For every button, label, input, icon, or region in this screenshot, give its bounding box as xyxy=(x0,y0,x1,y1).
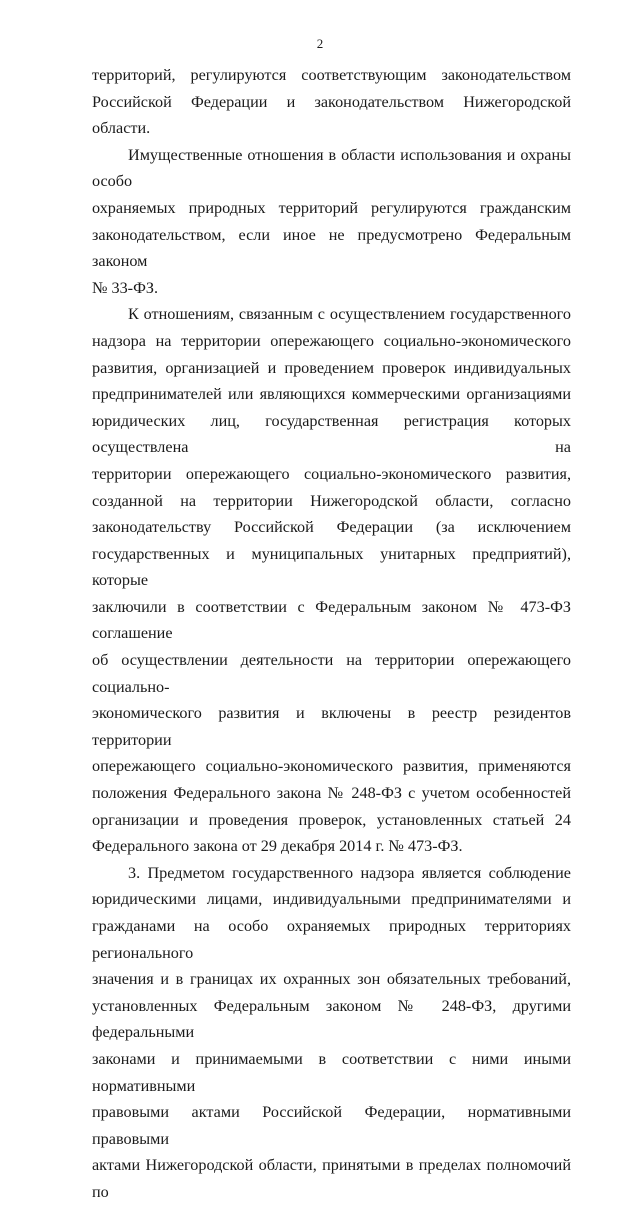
text-line: Имущественные отношения в области использования и охраны особо xyxy=(92,145,571,191)
text-line: предпринимателей или являющихся коммерческими организациями xyxy=(92,385,571,404)
text-line: гражданами на особо охраняемых природных территориях регионального xyxy=(92,917,571,962)
text-line: № 33-ФЗ. xyxy=(92,278,159,297)
text-line: значения и в границах их охранных зон обязательных требований, xyxy=(92,970,571,989)
text-line: организации и проведения проверок, установленных статьей 24 xyxy=(92,810,571,829)
text-line: положения Федерального закона № 248-ФЗ с учетом особенностей xyxy=(92,784,571,803)
text-line: об осуществлении деятельности на территории опережающего социально- xyxy=(92,651,571,696)
text-line: Российской Федерации и законодательством Нижегородской области. xyxy=(92,92,571,138)
text-line: охраняемых природных территорий регулируются гражданским xyxy=(92,198,571,217)
text-line: законодательству Российской Федерации (за исключением xyxy=(92,518,571,537)
text-line: надзора на территории опережающего социально-экономического xyxy=(92,331,571,350)
paragraph-3 xyxy=(92,301,571,859)
text-line: Федерального закона от 29 декабря 2014 г. № 473-ФЗ. xyxy=(92,837,463,856)
text-line: заключили в соответствии с Федеральным законом № 473-ФЗ соглашение xyxy=(92,597,571,643)
text-line: установленных Федеральным законом № 248-ФЗ, другими федеральными xyxy=(92,996,571,1042)
text-line: развития, организацией и проведением проверок индивидуальных xyxy=(92,358,571,377)
text-line: К отношениям, связанным с осуществлением государственного xyxy=(128,305,571,324)
page-number: 2 xyxy=(316,36,324,51)
text-line: законодательством, если иное не предусмотрено Федеральным законом xyxy=(92,225,571,271)
paragraph-4 xyxy=(92,860,571,1206)
paragraph-1 xyxy=(92,62,571,142)
text-line: территории опережающего социально-экономического развития, xyxy=(92,464,571,483)
text-line: юридическими лицами, индивидуальными предпринимателями и xyxy=(92,890,571,909)
text-line: территорий, регулируются соответствующим законодательством xyxy=(92,66,571,84)
text-line: юридических лиц, государственная регистрация которых осуществлена на xyxy=(92,411,571,457)
text-line: 3. Предметом государственного надзора является соблюдение xyxy=(128,863,571,882)
text-line: экономического развития и включены в реестр резидентов территории xyxy=(92,704,571,749)
text-line: государственных и муниципальных унитарных предприятий), которые xyxy=(92,544,571,590)
text-line: правовыми актами Российской Федерации, нормативными правовыми xyxy=(92,1103,571,1148)
text-line: опережающего социально-экономического развития, применяются xyxy=(92,757,571,776)
text-line: законами и принимаемыми в соответствии с ними иными нормативными xyxy=(92,1049,571,1095)
text-line: созданной на территории Нижегородской области, согласно xyxy=(92,491,571,510)
document-body xyxy=(92,62,571,1206)
text-line: актами Нижегородской области, принятыми в пределах полномочий по xyxy=(92,1156,571,1201)
paragraph-2 xyxy=(92,142,571,302)
